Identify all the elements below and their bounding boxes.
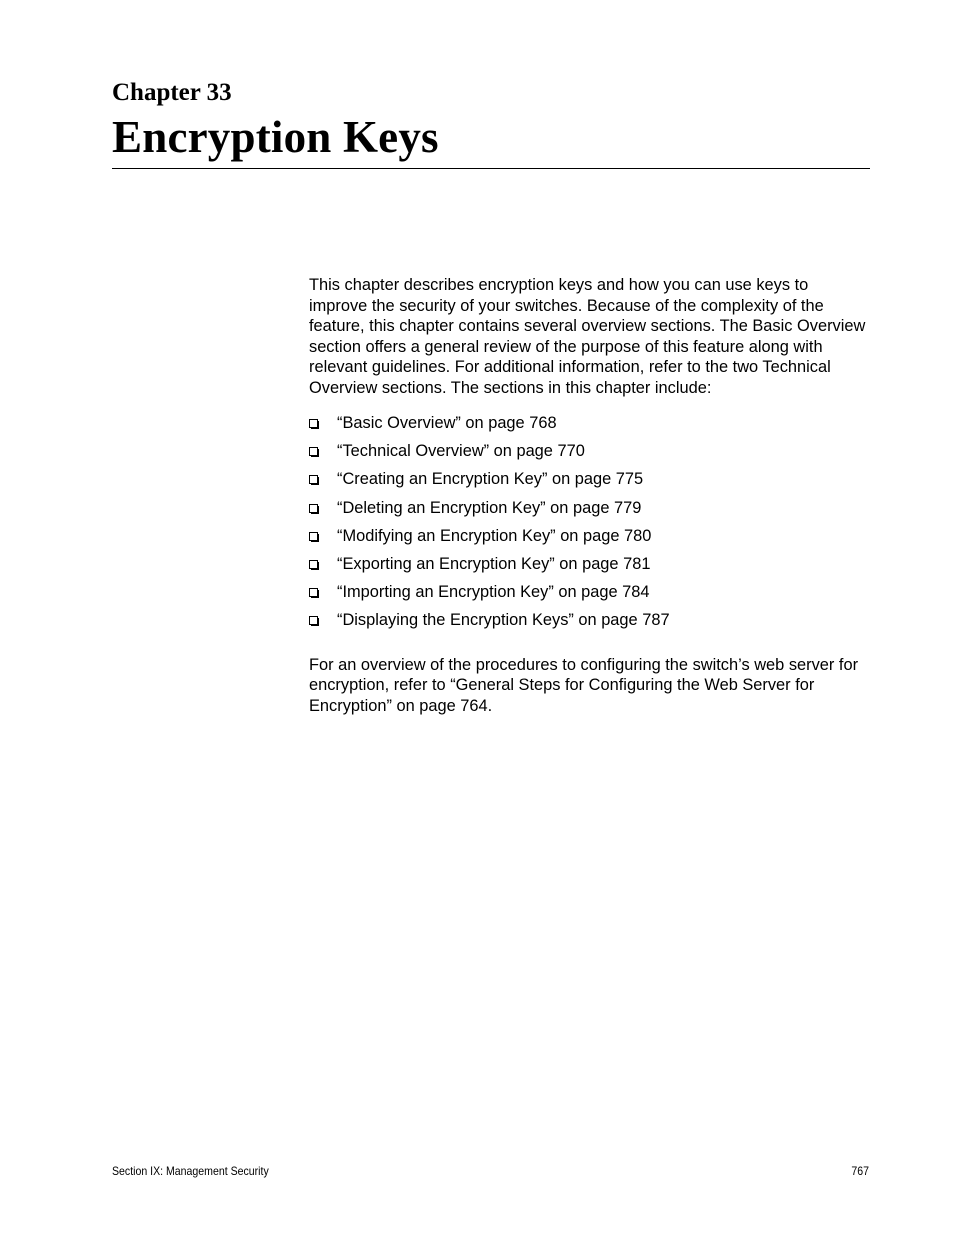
list-item bbox=[309, 582, 869, 610]
section-link[interactable]: “Exporting an Encryption Key” on page 781 bbox=[337, 554, 651, 573]
checkbox-bullet-icon bbox=[309, 560, 319, 570]
list-item bbox=[309, 413, 869, 441]
section-link[interactable]: “Modifying an Encryption Key” on page 780 bbox=[337, 526, 652, 545]
footer-page-number: 767 bbox=[851, 1164, 869, 1178]
checkbox-bullet-icon bbox=[309, 475, 319, 485]
checkbox-bullet-icon bbox=[309, 588, 319, 598]
section-list bbox=[309, 413, 869, 639]
chapter-label: Chapter 33 bbox=[112, 79, 232, 106]
closing-paragraph: For an overview of the procedures to configuring the switch’s web server for encryption, refer to “General Steps for Configuring the Web Server for Encryption” on page 764. bbox=[309, 655, 859, 715]
section-link[interactable]: “Deleting an Encryption Key” on page 779 bbox=[337, 498, 642, 517]
checkbox-bullet-icon bbox=[309, 616, 319, 626]
list-item bbox=[309, 498, 869, 526]
checkbox-bullet-icon bbox=[309, 419, 319, 429]
list-item bbox=[309, 526, 869, 554]
section-link[interactable]: “Displaying the Encryption Keys” on page 787 bbox=[337, 611, 670, 630]
section-link[interactable]: “Creating an Encryption Key” on page 775 bbox=[337, 470, 644, 489]
footer-section-label: Section IX: Management Security bbox=[112, 1164, 269, 1178]
list-item bbox=[309, 610, 869, 638]
intro-paragraph: This chapter describes encryption keys and how you can use keys to improve the security of your switches. Because of the complexity of the feature, this chapter contains several overview sections. The Basic Overview section offers a general review of the purpose of this feature along with relevant guidelines. For additional information, refer to the two Technical Overview sections. The sections in this chapter include: bbox=[309, 276, 866, 397]
checkbox-bullet-icon bbox=[309, 504, 319, 514]
list-item bbox=[309, 469, 869, 497]
title-divider bbox=[112, 168, 870, 169]
section-link[interactable]: “Importing an Encryption Key” on page 784 bbox=[337, 583, 650, 602]
page-title: Encryption Keys bbox=[112, 112, 439, 162]
chapter-body bbox=[309, 275, 869, 716]
section-link[interactable]: “Basic Overview” on page 768 bbox=[337, 414, 557, 432]
checkbox-bullet-icon bbox=[309, 447, 319, 457]
list-item bbox=[309, 554, 869, 582]
list-item bbox=[309, 441, 869, 469]
section-link[interactable]: “Technical Overview” on page 770 bbox=[337, 442, 585, 461]
checkbox-bullet-icon bbox=[309, 532, 319, 542]
